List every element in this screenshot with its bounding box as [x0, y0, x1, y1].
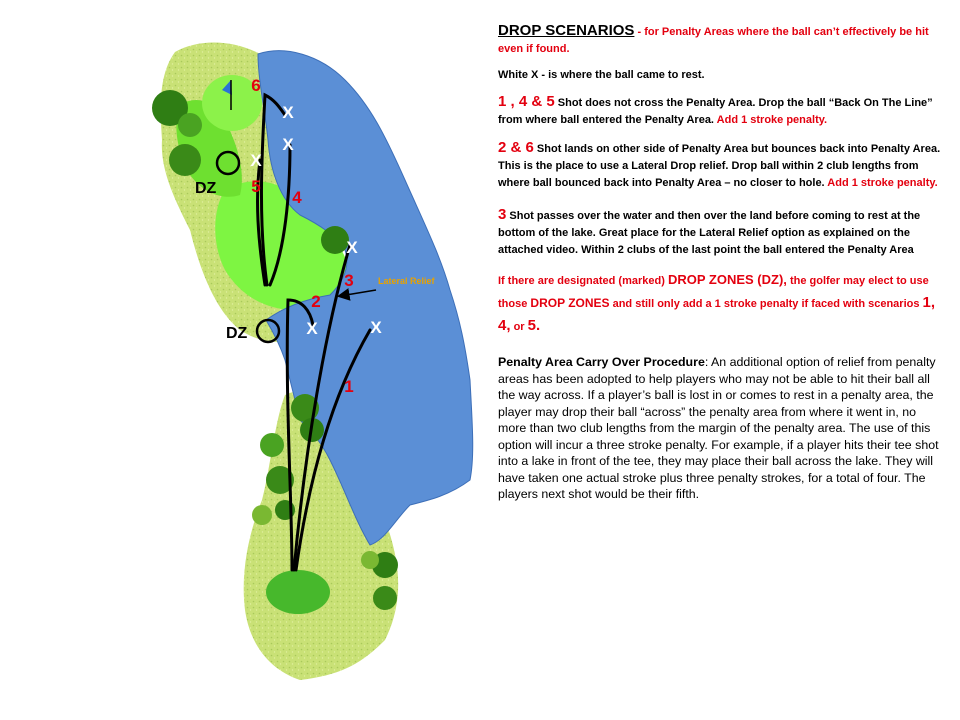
- white-x-mark: X: [250, 151, 262, 170]
- scenario-2-6-penalty: Add 1 stroke penalty.: [827, 177, 938, 189]
- scenario-3: [498, 206, 943, 259]
- tree: [260, 433, 284, 457]
- white-x-note: White X - is where the ball came to rest.: [498, 69, 705, 81]
- scenario-1-4-5-penalty: Add 1 stroke penalty.: [716, 114, 828, 126]
- scenario-number-6: 6: [251, 76, 261, 95]
- dz-label-top: DZ: [195, 180, 217, 197]
- white-x-mark: X: [346, 238, 358, 257]
- tree: [178, 113, 202, 137]
- scenario-1-4-5-text: Shot does not cross the Penalty Area. Drop the ball “Back On The Line” from where ball entered the Penalty Area.: [498, 97, 933, 126]
- dz-or: or: [513, 321, 525, 333]
- scenario-1-4-5-numbers: 1 , 4 & 5: [498, 93, 555, 110]
- lateral-relief-label: Lateral Relief: [378, 276, 435, 286]
- scenario-3-text: Shot passes over the water and then over the land before coming to rest at the bottom of the lake. Great place for the Lateral Relief option as explained on the attached video. Within 2 clubs of the last point the ball entered the Penalty Area: [498, 210, 921, 256]
- dz-text-d: DROP ZONES: [530, 296, 610, 310]
- tree: [169, 144, 201, 176]
- scenario-number-3: 3: [344, 271, 354, 290]
- white-x-mark: X: [370, 318, 382, 337]
- dz-text-b: DROP ZONES (DZ),: [667, 272, 787, 287]
- carry-over-text: : An additional option of relief from penalty areas has been adopted to help players who may not be able to hit their ball all the way across. If a player’s ball is lost in or comes to rest in a penalty area, the player may drop their ball “across” the penalty area from where it went in, no more than two club lengths from the margin of the penalty area. The use of this option will incur a three stroke penalty. For example, if a player hits their tee shot into a lake in front of the tee, they may place their ball across the lake. They will have taken one actual stroke plus three penalty strokes, for a total of four. The players next shot would be their fifth.: [498, 355, 939, 501]
- scenario-2-6-numbers: 2 & 6: [498, 139, 534, 156]
- tee-box: [266, 570, 330, 614]
- tree: [361, 551, 379, 569]
- drop-scenarios-panel: [498, 22, 943, 503]
- white-x-mark: X: [282, 135, 294, 154]
- dz-label-bottom: DZ: [226, 325, 248, 342]
- dz-text-e: and still only add a 1 stroke penalty if faced with scenarios: [612, 298, 920, 310]
- tree: [321, 226, 349, 254]
- scenario-2-6-text: Shot lands on other side of Penalty Area but bounces back into Penalty Area. This is the place to use a Lateral Drop relief. Drop ball within 2 club lengths from where ball bounced back into Penalty Area – no closer to hole.: [498, 143, 941, 189]
- dz-text-a: If there are designated (marked): [498, 275, 665, 287]
- scenario-1-4-5: [498, 93, 943, 129]
- drop-zones-note: [498, 269, 943, 338]
- scenario-number-5: 5: [251, 177, 261, 196]
- scenario-2-6: [498, 139, 943, 192]
- white-x-mark: X: [306, 319, 318, 338]
- tree: [373, 586, 397, 610]
- panel-title: DROP SCENARIOS: [498, 22, 635, 39]
- tree: [252, 505, 272, 525]
- dz-numbers: 1, 4,: [498, 294, 936, 334]
- carry-over-title: Penalty Area Carry Over Procedure: [498, 355, 705, 369]
- scenario-number-2: 2: [311, 292, 321, 311]
- panel-title-suffix: - for Penalty Areas where the ball can’t effectively be hit even if found.: [498, 26, 929, 55]
- scenario-3-number: 3: [498, 206, 507, 223]
- scenario-number-4: 4: [292, 188, 302, 207]
- dz-text-c: the golfer may elect to use those: [498, 275, 929, 310]
- white-x-mark: X: [282, 103, 294, 122]
- carry-over-procedure: [498, 354, 943, 503]
- scenario-number-1: 1: [344, 377, 354, 396]
- dz-last-number: 5.: [527, 317, 541, 334]
- panel-header: [498, 22, 943, 58]
